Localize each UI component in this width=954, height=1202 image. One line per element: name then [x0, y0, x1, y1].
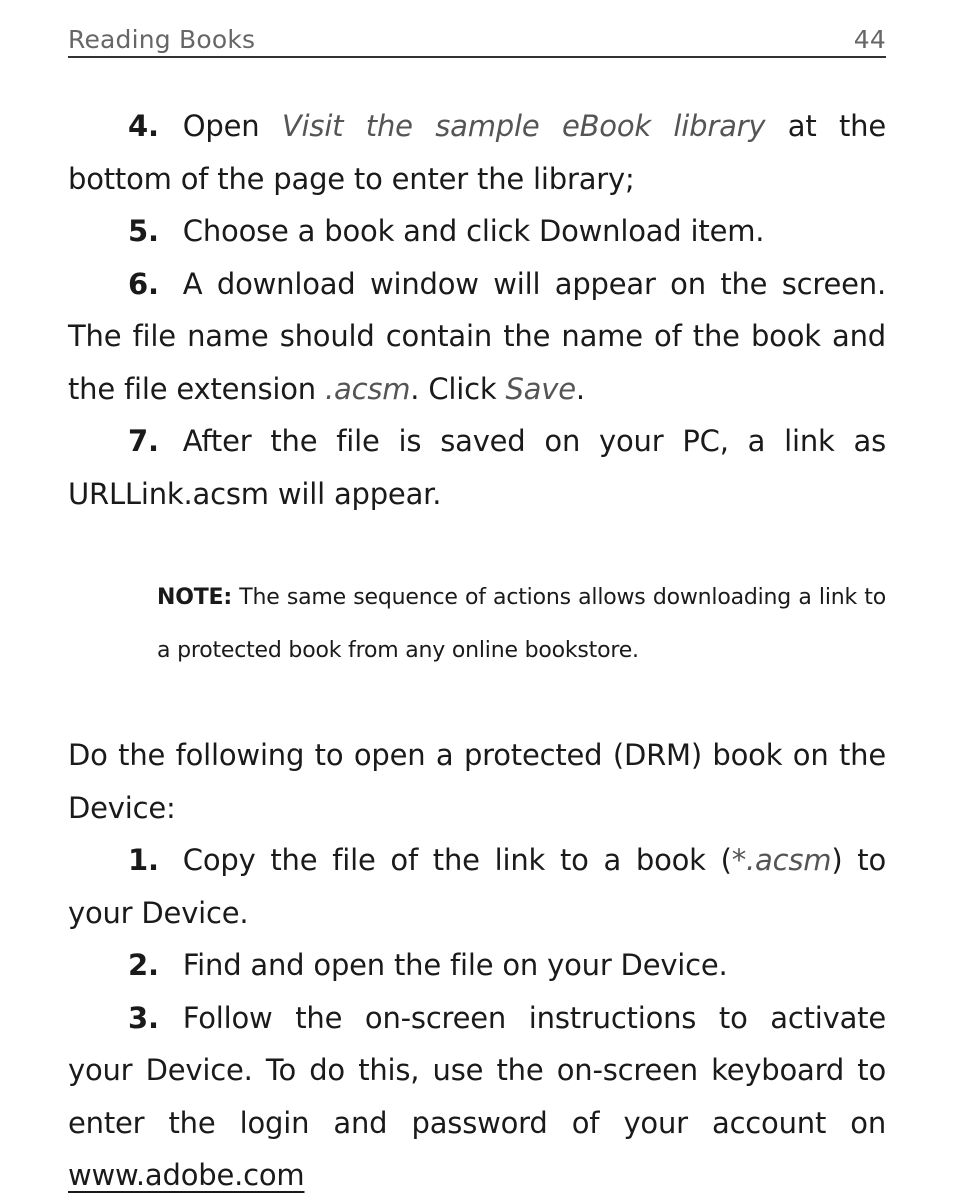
step-2: 2. Find and open the file on your Device.	[68, 939, 886, 992]
step-5: 5. Choose a book and click Download item.	[68, 205, 886, 258]
save-label: Save	[505, 371, 576, 406]
note-label: NOTE:	[157, 585, 232, 610]
step-3: 3. Follow the on-screen instructions to activate your Device. To do this, use the on-screen keyboard to enter the login and password of your account on www.adobe.com	[68, 992, 886, 1202]
section-title: Reading Books	[68, 25, 256, 54]
step-number: 5.	[128, 214, 159, 248]
step-number: 6.	[128, 266, 159, 301]
intro-paragraph: Do the following to open a protected (DRM) book on the Device:	[68, 738, 886, 825]
step-number: 7.	[128, 424, 159, 458]
note-block	[157, 572, 886, 677]
step-number: 3.	[128, 1000, 159, 1035]
step-7: 7. After the file is saved on your PC, a link as URLLink.acsm will appear.	[68, 415, 886, 520]
link-label: Visit the sample eBook library	[281, 109, 766, 143]
file-extension: .acsm	[325, 371, 411, 406]
page-number: 44	[853, 25, 886, 54]
step-number: 1.	[128, 843, 159, 877]
step-4: 4. Open Visit the sample eBook library at the bottom of the page to enter the library;	[68, 100, 886, 205]
page-header	[68, 22, 886, 58]
step-1: 1. Copy the file of the link to a book (*.acsm) to your Device.	[68, 834, 886, 939]
step-number: 4.	[128, 109, 159, 143]
page-content	[68, 100, 886, 1202]
adobe-link[interactable]: www.adobe.com	[68, 1158, 305, 1192]
file-pattern: *.acsm	[731, 843, 832, 877]
step-6: 6. A download window will appear on the screen. The file name should contain the name of the book and the file extension .acsm. Click Save.	[68, 258, 886, 416]
note-text: The same sequence of actions allows downloading a link to a protected book from any online bookstore.	[157, 585, 886, 663]
step-number: 2.	[128, 948, 159, 982]
